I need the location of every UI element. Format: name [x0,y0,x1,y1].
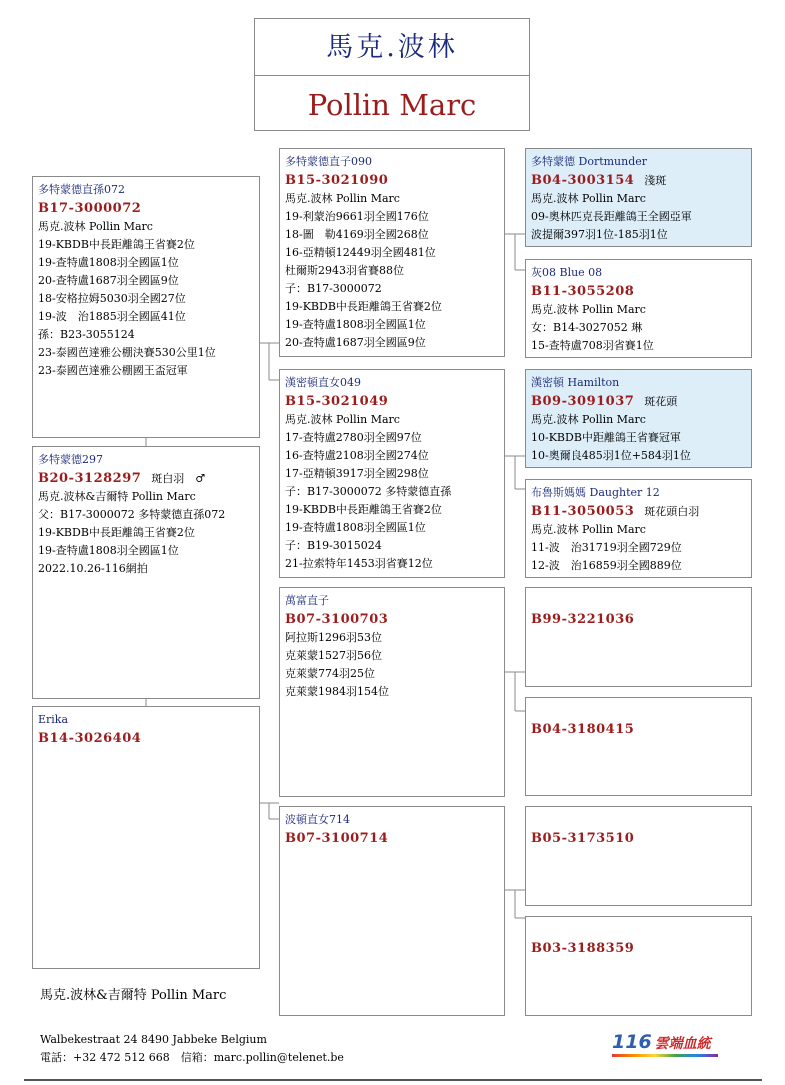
sire-detail-line: 19-KBDB中長距離鴿王省賽2位 [38,238,195,251]
subject-name: 多特蒙德297 [38,453,103,466]
sire-sire-sire-ring-number [531,171,746,190]
title-box [254,18,530,131]
dam-sire-detail-line: 克萊蒙1984羽154位 [285,685,389,698]
sire-detail-line: 23-泰國芭達雅公棚國王盃冠軍 [38,364,188,377]
subject-ring: B20-3128297 [38,471,142,486]
dam-dam-dam-ring-number: B03-3188359 [531,941,635,956]
sire-detail-line: 18-安格拉姆5030羽全國27位 [38,292,186,305]
dam-dam-sire-ring-number: B05-3173510 [531,831,635,846]
sire-dam-sire-detail-line: 馬克.波林 Pollin Marc [531,413,646,426]
dam-dam-dam-card [525,916,752,1016]
subject-ring-number [38,469,254,488]
dam-ring-number: B14-3026404 [38,731,142,746]
sire-sire-sire-card [525,148,752,247]
sire-sire-dam-name: 灰08 Blue 08 [531,266,603,279]
subject-detail-line: 父：B17-3000072 多特蒙德直孫072 [38,508,226,521]
sire-sire-dam-ring-number: B11-3055208 [531,284,635,299]
sire-detail-line: 19-波 治1885羽全國區41位 [38,310,186,323]
sire-dam-sire-detail-line: 10-奧爾良485羽1位+584羽1位 [531,449,691,462]
dam-dam-sire-card [525,806,752,906]
sire-dam-name: 漢密頓直女049 [285,376,361,389]
sire-sire-detail-line: 杜爾斯2943羽省賽88位 [285,264,404,277]
dam-sire-card [279,587,505,797]
dam-sire-name: 萬富直子 [285,594,329,607]
sire-dam-sire-ring-number [531,392,746,411]
owner-name: 馬克.波林&吉爾特 Pollin Marc [40,988,227,1003]
dam-sire-dam-card [525,697,752,796]
sire-detail-line: 23-泰國芭達雅公棚決賽530公里1位 [38,346,216,359]
owner-contact [40,1031,344,1067]
sire-card [32,176,260,438]
sire-sire-name: 多特蒙德直子090 [285,155,372,168]
sire-dam-detail-line: 16-查特盧2108羽全國274位 [285,449,429,462]
dam-sire-detail-line: 克萊蒙774羽25位 [285,667,375,680]
logo-number: 116 [612,1031,652,1053]
sire-sire-dam-card [525,259,752,358]
sire-sire-ring-number: B15-3021090 [285,173,389,188]
subject-color-sex: 斑白羽 ♂ [151,472,206,485]
sire-sire-detail-line: 19-查特盧1808羽全國區1位 [285,318,426,331]
sire-dam-dam-ring: B11-3050053 [531,504,635,519]
sire-detail-line: 19-查特盧1808羽全國區1位 [38,256,179,269]
dam-sire-ring-number: B07-3100703 [285,612,389,627]
sire-dam-detail-line: 17-亞精頓3917羽全國298位 [285,467,429,480]
sire-dam-dam-detail-line: 馬克.波林 Pollin Marc [531,523,646,536]
dam-sire-dam-ring-number: B04-3180415 [531,722,635,737]
sire-sire-detail-line: 馬克.波林 Pollin Marc [285,192,400,205]
sire-sire-detail-line: 19-利蒙治9661羽全國176位 [285,210,429,223]
owner-phone-email: 電話：+32 472 512 668 信箱：marc.pollin@telenet.be [40,1051,344,1064]
subject-detail-line: 19-KBDB中長距離鴿王省賽2位 [38,526,195,539]
sire-sire-sire-detail-line: 波提爾397羽1位-185羽1位 [531,228,668,241]
sire-sire-detail-line: 18-圖 勒4169羽全國268位 [285,228,429,241]
sire-dam-detail-line: 21-拉索特年1453羽省賽12位 [285,557,433,570]
dam-dam-name: 波頓直女714 [285,813,350,826]
sire-dam-dam-ring-number [531,502,746,521]
sire-dam-ring-number: B15-3021049 [285,394,389,409]
dam-sire-sire-card [525,587,752,687]
sire-ring-number: B17-3000072 [38,201,142,216]
sire-sire-dam-detail-line: 女：B14-3027052 琳 [531,321,643,334]
sire-sire-sire-detail-line: 09-奧林匹克長距離鴿王全國亞軍 [531,210,692,223]
sire-sire-detail-line: 16-亞精頓12449羽全國481位 [285,246,436,259]
sire-dam-sire-ring: B09-3091037 [531,394,635,409]
sire-sire-detail-line: 子：B17-3000072 [285,282,382,295]
sire-dam-sire-name: 漢密頓 Hamilton [531,376,620,389]
logo-text: 雲端血統 [654,1036,711,1052]
sire-sire-dam-detail-line: 15-查特盧708羽省賽1位 [531,339,654,352]
cloud-pedigree-logo [612,1031,718,1057]
sire-detail-line: 孫：B23-3055124 [38,328,135,341]
sire-dam-detail-line: 17-查特盧2780羽全國97位 [285,431,422,444]
subject-card [32,446,260,699]
subject-detail-line: 馬克.波林&吉爾特 Pollin Marc [38,490,196,503]
sire-sire-detail-line: 19-KBDB中長距離鴿王省賽2位 [285,300,442,313]
sire-sire-sire-name: 多特蒙德 Dortmunder [531,155,648,168]
sire-name: 多特蒙德直孫072 [38,183,125,196]
sire-sire-sire-color: 淺斑 [644,174,667,187]
dam-dam-ring-number: B07-3100714 [285,831,389,846]
sire-dam-sire-detail-line: 10-KBDB中距離鴿王省賽冠軍 [531,431,681,444]
dam-sire-detail-line: 克萊蒙1527羽56位 [285,649,382,662]
sire-sire-detail-line: 20-查特盧1687羽全國區9位 [285,336,426,349]
sire-sire-dam-detail-line: 馬克.波林 Pollin Marc [531,303,646,316]
sire-dam-dam-detail-line: 12-波 治16859羽全國889位 [531,559,682,572]
dam-dam-card [279,806,505,1016]
dam-sire-sire-ring-number: B99-3221036 [531,612,635,627]
dam-sire-detail-line: 阿拉斯1296羽53位 [285,631,382,644]
title-english-name: Pollin Marc [307,88,477,122]
sire-dam-detail-line: 馬克.波林 Pollin Marc [285,413,400,426]
sire-detail-line: 馬克.波林 Pollin Marc [38,220,153,233]
sire-dam-detail-line: 子：B17-3000072 多特蒙德直孫 [285,485,452,498]
sire-sire-sire-ring: B04-3003154 [531,173,635,188]
sire-detail-line: 20-查特盧1687羽全國區9位 [38,274,179,287]
sire-dam-dam-color: 斑花頭白羽 [644,505,700,518]
dam-name: Erika [38,713,69,726]
sire-dam-card [279,369,505,578]
sire-dam-sire-card [525,369,752,468]
sire-dam-dam-name: 布魯斯媽媽 Daughter 12 [531,486,660,499]
sire-dam-dam-detail-line: 11-波 治31719羽全國729位 [531,541,682,554]
footer-divider [24,1079,762,1081]
title-chinese-name: 馬克.波林 [255,19,529,76]
subject-detail-line: 2022.10.26-116網拍 [38,562,148,575]
sire-dam-sire-color: 斑花頭 [644,395,678,408]
owner-address: Walbekestraat 24 8490 Jabbeke Belgium [40,1033,267,1046]
sire-sire-sire-detail-line: 馬克.波林 Pollin Marc [531,192,646,205]
sire-sire-card [279,148,505,357]
logo-underline [612,1054,718,1057]
sire-dam-detail-line: 19-KBDB中長距離鴿王省賽2位 [285,503,442,516]
sire-dam-detail-line: 19-查特盧1808羽全國區1位 [285,521,426,534]
subject-detail-line: 19-查特盧1808羽全國區1位 [38,544,179,557]
sire-dam-detail-line: 子：B19-3015024 [285,539,382,552]
dam-card [32,706,260,969]
sire-dam-dam-card [525,479,752,578]
